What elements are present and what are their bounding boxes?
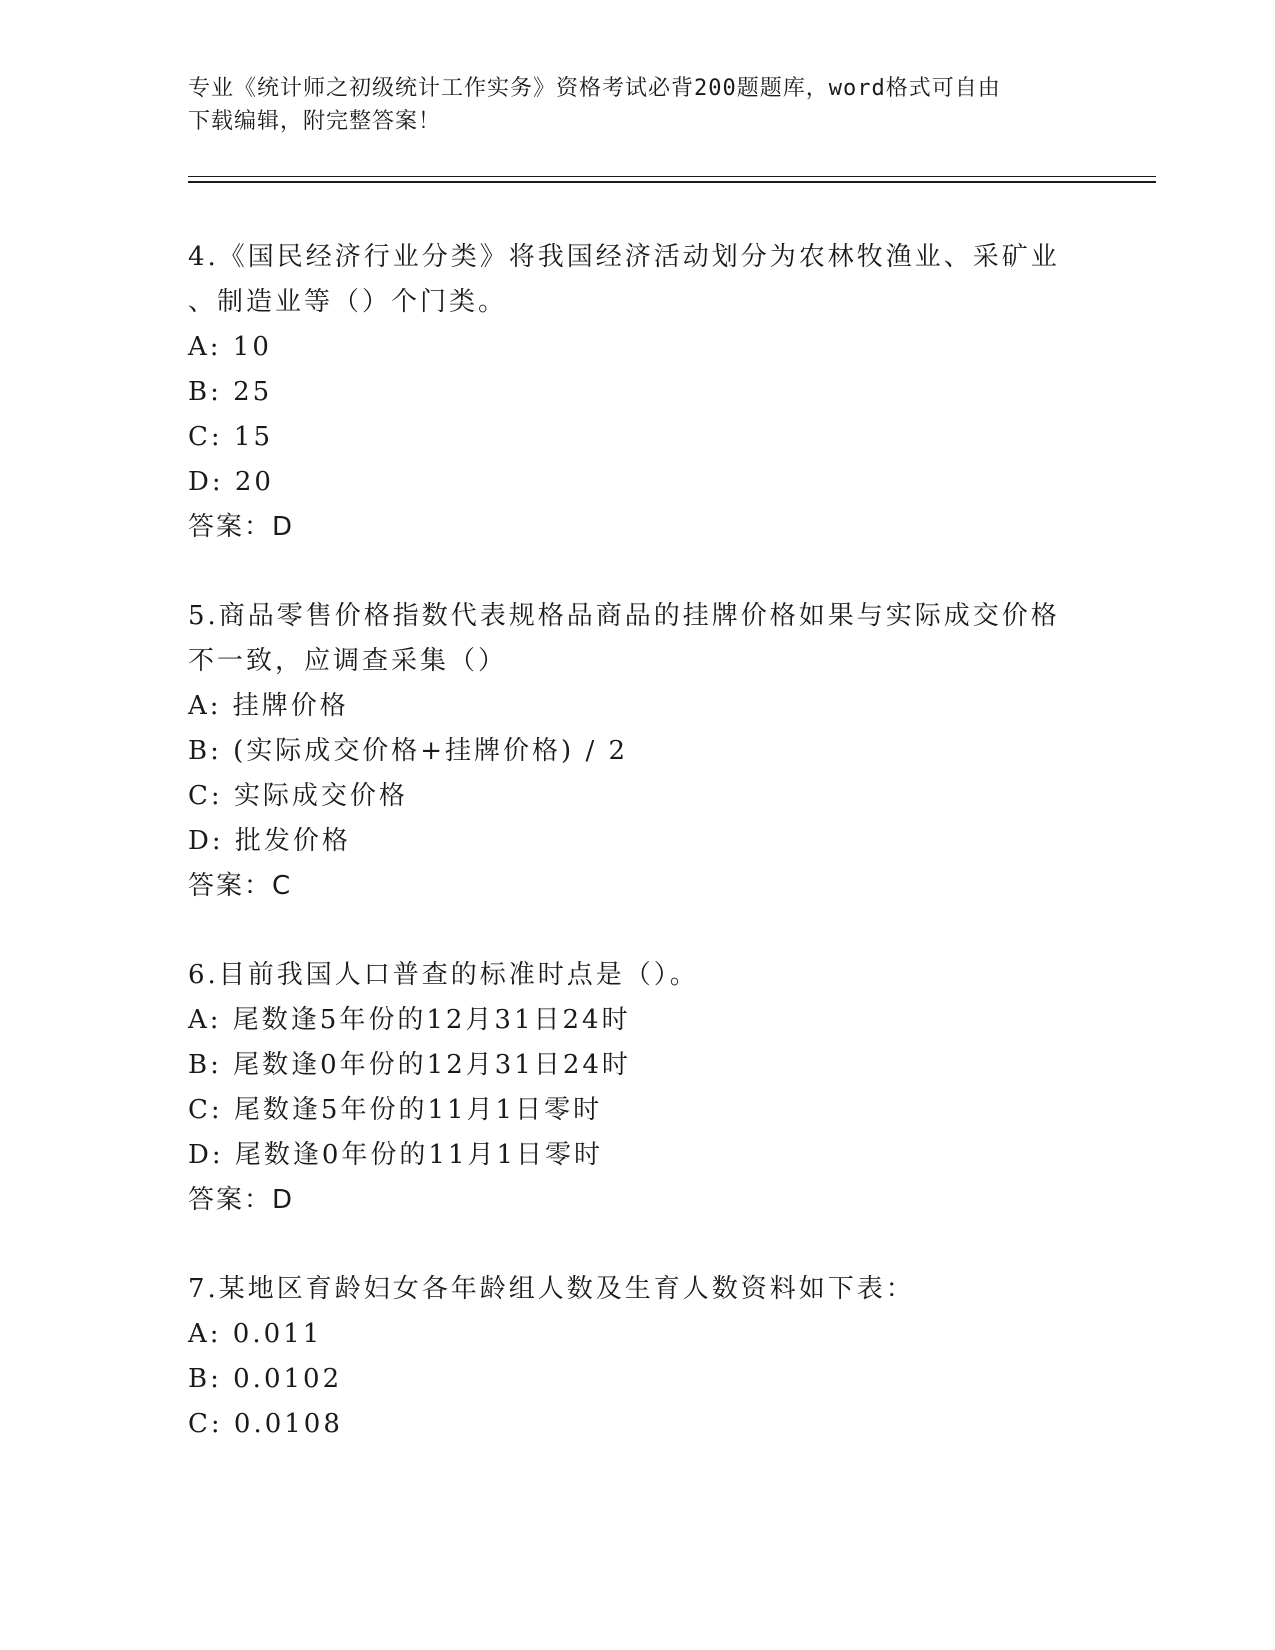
question-list (188, 235, 1068, 1491)
question-5 (188, 594, 1068, 909)
option-c: C: 0.0108 (188, 1409, 343, 1439)
question-4 (188, 235, 1068, 550)
answer: 答案：D (188, 1185, 295, 1215)
option-c: C: 实际成交价格 (188, 781, 408, 811)
question-stem-continued: 、制造业等（）个门类。 (188, 287, 508, 317)
document-header (188, 72, 1088, 138)
option-a: A: 0.011 (188, 1319, 323, 1349)
answer: 答案：D (188, 512, 295, 542)
option-c: C: 尾数逢5年份的11月1日零时 (188, 1095, 603, 1125)
question-stem: 7.某地区育龄妇女各年龄组人数及生育人数资料如下表： (188, 1274, 915, 1304)
option-a: A: 挂牌价格 (188, 691, 349, 721)
option-b: B: 尾数逢0年份的12月31日24时 (188, 1050, 631, 1080)
header-line-1: 专业《统计师之初级统计工作实务》资格考试必背200题题库，word格式可自由 (188, 76, 1001, 101)
option-b: B: (实际成交价格+挂牌价格) / 2 (188, 736, 629, 766)
option-b: B: 0.0102 (188, 1364, 343, 1394)
question-stem: 4.《国民经济行业分类》将我国经济活动划分为农林牧渔业、采矿业 (188, 242, 1060, 272)
question-stem: 6.目前我国人口普查的标准时点是（）。 (188, 960, 699, 990)
question-stem: 5.商品零售价格指数代表规格品商品的挂牌价格如果与实际成交价格 (188, 601, 1060, 631)
option-d: D: 尾数逢0年份的11月1日零时 (188, 1140, 604, 1170)
question-6 (188, 953, 1068, 1223)
option-c: C: 15 (188, 422, 274, 452)
option-a: A: 10 (188, 332, 272, 362)
answer: 答案：C (188, 871, 293, 901)
option-d: D: 批发价格 (188, 826, 351, 856)
header-divider-thick (188, 181, 1156, 183)
header-line-2: 下载编辑，附完整答案！ (188, 109, 442, 134)
option-a: A: 尾数逢5年份的12月31日24时 (188, 1005, 631, 1035)
question-7 (188, 1267, 1068, 1447)
header-divider-thin (188, 176, 1156, 177)
question-stem-continued: 不一致，应调查采集（） (188, 646, 508, 676)
option-d: D: 20 (188, 467, 274, 497)
option-b: B: 25 (188, 377, 273, 407)
